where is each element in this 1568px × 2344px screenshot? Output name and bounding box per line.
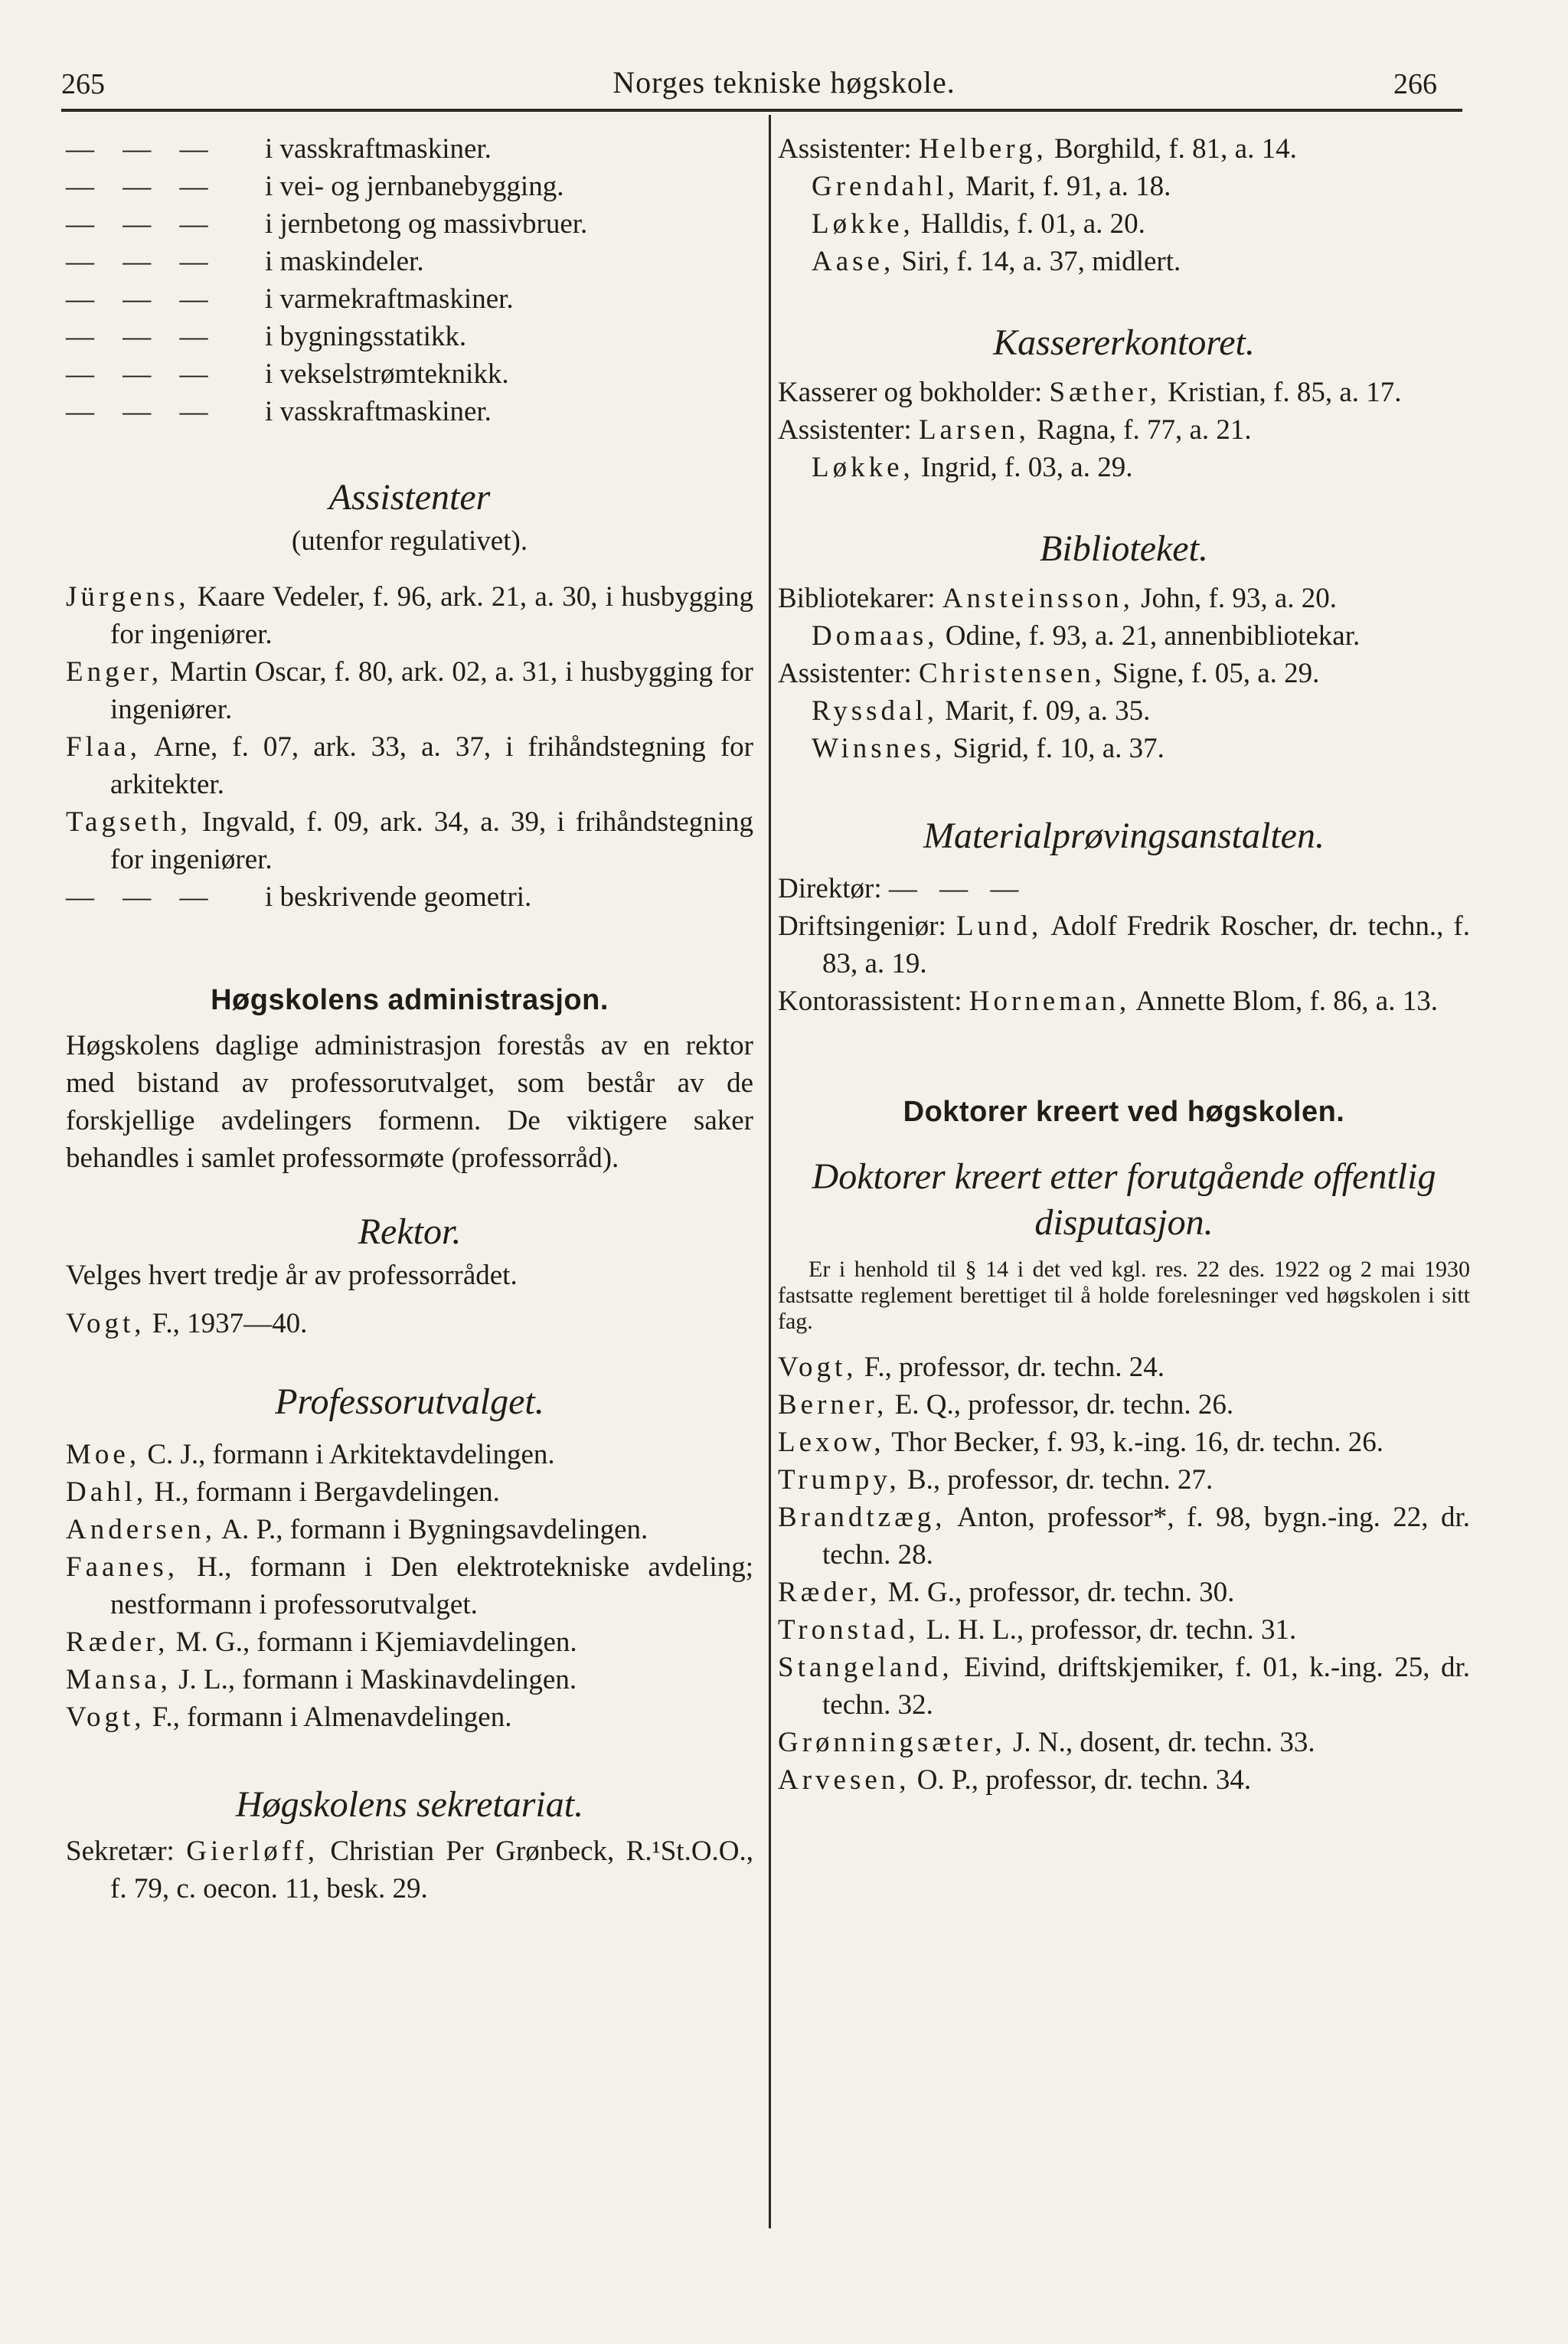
column-rule bbox=[769, 115, 771, 2228]
assistenter-subheading: (utenfor regulativet). bbox=[291, 525, 528, 557]
header-rule bbox=[61, 109, 1462, 112]
rektor-name: Vogt, F., 1937—40. bbox=[66, 1308, 308, 1339]
list-item: Sekretær: Gierløff, Christian Per Grønbeck, R.¹St.O.O., f. 79, c. oecon. 11, besk. 29. bbox=[66, 1836, 754, 1904]
rektor-text: Velges hvert tredje år av professorrådet. bbox=[66, 1260, 518, 1291]
doktorer-note: Er i henhold til § 14 i det ved kgl. res. 22 des. 1922 og 2 mai 1930 fastsatte reglement berettiget til å holde forelesninger ved høgskolen i sitt fag. bbox=[778, 1257, 1470, 1334]
list-item: Stangeland, Eivind, driftskjemiker, f. 01, k.-ing. 25, dr. techn. 32. bbox=[778, 1652, 1470, 1721]
assistenter-heading: Assistenter bbox=[328, 477, 491, 518]
list-item: Aase, Siri, f. 14, a. 37, midlert. bbox=[812, 246, 1181, 277]
list-item: Grønningsæter, J. N., dosent, dr. techn. 33. bbox=[778, 1727, 1315, 1758]
list-item: Trumpy, B., professor, dr. techn. 27. bbox=[778, 1464, 1214, 1496]
list-item: — — — i beskrivende geometri. bbox=[66, 881, 532, 913]
list-item: Flaa, Arne, f. 07, ark. 33, a. 37, i frihåndstegning for arkitekter. bbox=[66, 731, 753, 800]
list-item: — — — i vasskraftmaskiner. bbox=[66, 133, 492, 165]
list-item: Andersen, A. P., formann i Bygningsavdelingen. bbox=[66, 1514, 648, 1545]
list-item: Berner, E. Q., professor, dr. techn. 26. bbox=[778, 1389, 1234, 1420]
list-item: Assistenter: Helberg, Borghild, f. 81, a. 14. bbox=[778, 133, 1297, 165]
list-item: Moe, C. J., formann i Arkitektavdelingen. bbox=[66, 1439, 555, 1470]
list-item: Vogt, F., formann i Almenavdelingen. bbox=[66, 1702, 512, 1733]
list-item: Winsnes, Sigrid, f. 10, a. 37. bbox=[812, 733, 1165, 764]
professorutvalget-heading: Professorutvalget. bbox=[275, 1381, 544, 1422]
list-item: Tronstad, L. H. L., professor, dr. techn. 31. bbox=[778, 1614, 1297, 1646]
list-item: Bibliotekarer: Ansteinsson, John, f. 93, a. 20. bbox=[778, 583, 1338, 614]
admin-heading: Høgskolens administrasjon. bbox=[211, 984, 609, 1016]
kassererkontoret-heading: Kassererkontoret. bbox=[993, 322, 1255, 363]
list-item: Dahl, H., formann i Bergavdelingen. bbox=[66, 1476, 500, 1508]
list-item: Løkke, Halldis, f. 01, a. 20. bbox=[812, 208, 1145, 240]
list-item: Enger, Martin Oscar, f. 80, ark. 02, a. 31, i husbygging for ingeniører. bbox=[66, 656, 753, 725]
list-item: Ræder, M. G., formann i Kjemiavdelingen. bbox=[66, 1626, 577, 1658]
list-item: Direktør: — — — bbox=[778, 873, 1027, 904]
list-item: — — — i vekselstrømteknikk. bbox=[66, 358, 509, 390]
page-number-right: 266 bbox=[1393, 68, 1437, 100]
list-item: Kasserer og bokholder: Sæther, Kristian, f. 85, a. 17. bbox=[778, 377, 1402, 408]
list-item: Jürgens, Kaare Vedeler, f. 96, ark. 21, a. 30, i husbygging for ingeniører. bbox=[66, 581, 754, 650]
list-item: — — — i maskindeler. bbox=[66, 246, 424, 277]
list-item: — — — i vasskraftmaskiner. bbox=[66, 396, 492, 427]
list-item: Vogt, F., professor, dr. techn. 24. bbox=[778, 1352, 1165, 1383]
list-item: — — — i vei- og jernbanebygging. bbox=[66, 171, 564, 202]
list-item: Domaas, Odine, f. 93, a. 21, annenbibliotekar. bbox=[812, 620, 1361, 652]
right-column bbox=[778, 130, 1470, 1799]
materialprovingsanstalten-heading: Materialprøvingsanstalten. bbox=[923, 816, 1325, 856]
list-item: Mansa, J. L., formann i Maskinavdelingen. bbox=[66, 1664, 577, 1695]
list-item: — — — i jernbetong og massivbruer. bbox=[66, 208, 588, 240]
list-item: Ræder, M. G., professor, dr. techn. 30. bbox=[778, 1577, 1235, 1608]
list-item: Assistenter: Larsen, Ragna, f. 77, a. 21. bbox=[778, 414, 1252, 446]
list-item: Faanes, H., formann i Den elektrotekniske avdeling; nestformann i professorutvalget. bbox=[66, 1551, 754, 1620]
left-column bbox=[66, 130, 753, 1908]
list-item: Arvesen, O. P., professor, dr. techn. 34. bbox=[778, 1764, 1252, 1796]
list-item: Tagseth, Ingvald, f. 09, ark. 34, a. 39, i frihåndstegning for ingeniører. bbox=[66, 806, 753, 875]
running-head: Norges tekniske høgskole. bbox=[612, 65, 956, 100]
list-item: Lexow, Thor Becker, f. 93, k.-ing. 16, dr. techn. 26. bbox=[778, 1427, 1383, 1458]
list-item: Kontorassistent: Horneman, Annette Blom, f. 86, a. 13. bbox=[778, 986, 1438, 1017]
doktorer-subheading: Doktorer kreert etter forutgående offentlig disputasjon. bbox=[812, 1156, 1436, 1243]
list-item: Brandtzæg, Anton, professor*, f. 98, bygn.-ing. 22, dr. techn. 28. bbox=[778, 1502, 1470, 1571]
page-number-left: 265 bbox=[61, 68, 105, 100]
list-item: Assistenter: Christensen, Signe, f. 05, a. 29. bbox=[778, 658, 1320, 689]
list-item: Ryssdal, Marit, f. 09, a. 35. bbox=[812, 695, 1151, 727]
dash-list bbox=[66, 130, 753, 430]
list-item: Løkke, Ingrid, f. 03, a. 29. bbox=[812, 452, 1133, 483]
biblioteket-heading: Biblioteket. bbox=[1040, 528, 1208, 569]
rektor-heading: Rektor. bbox=[358, 1211, 462, 1252]
list-item: Grendahl, Marit, f. 91, a. 18. bbox=[812, 171, 1171, 202]
list-item: — — — i varmekraftmaskiner. bbox=[66, 283, 514, 315]
list-item: — — — i bygningsstatikk. bbox=[66, 321, 467, 352]
admin-paragraph: Høgskolens daglige administrasjon forestås av en rektor med bistand av professorutvalget, som består av de forskjellige avdelingers formenn. De viktigere saker behandles i samlet professormøte (professorråd). bbox=[66, 1030, 753, 1174]
sekretariat-heading: Høgskolens sekretariat. bbox=[235, 1784, 584, 1825]
doktorer-heading: Doktorer kreert ved høgskolen. bbox=[903, 1096, 1345, 1128]
list-item: Driftsingeniør: Lund, Adolf Fredrik Roscher, dr. techn., f. 83, a. 19. bbox=[778, 910, 1470, 979]
